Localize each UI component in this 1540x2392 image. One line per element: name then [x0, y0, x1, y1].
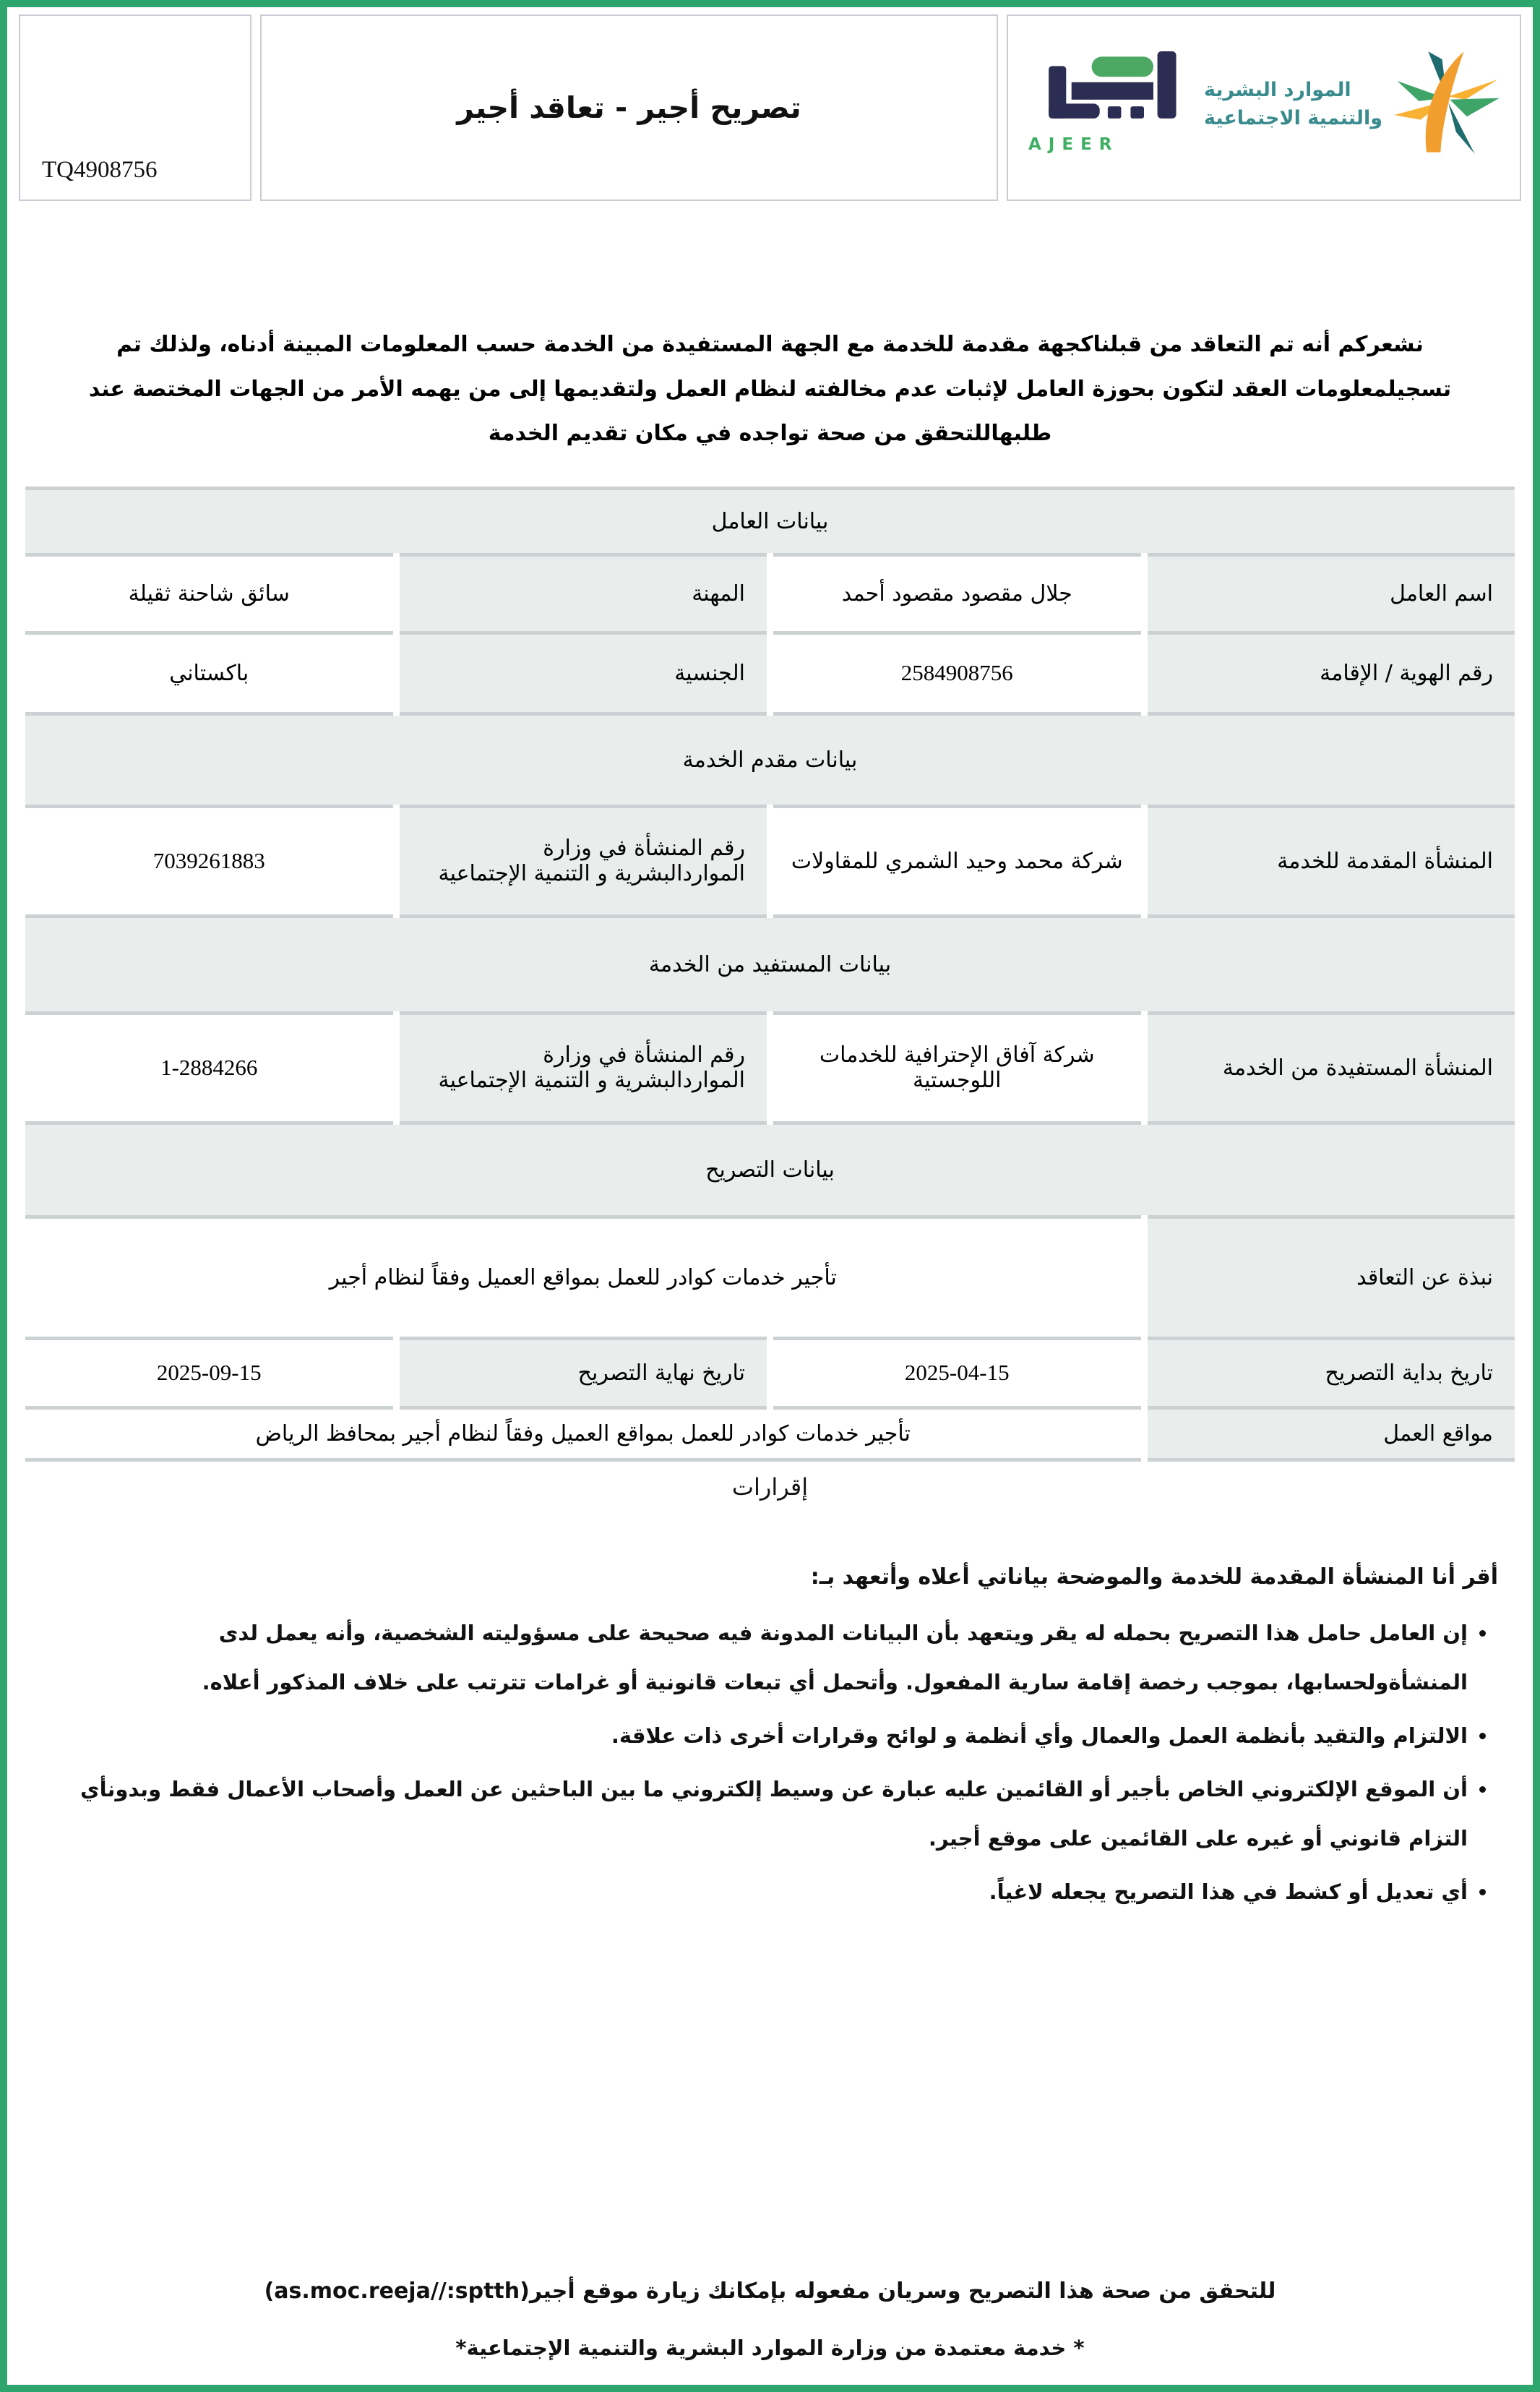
profession-label: المهنة [396, 554, 770, 633]
section-title-permit: بيانات التصريح [22, 1123, 1518, 1217]
ministry-emblem-icon [1393, 48, 1501, 160]
permit-data-table [19, 486, 1521, 1462]
table-row [22, 633, 1518, 713]
ministry-name-line2: والتنمية الاجتماعية [1203, 107, 1382, 129]
provider-value: شركة محمد وحيد الشمري للمقاولات [770, 806, 1145, 916]
start-date-label: تاريخ بداية التصريح [1144, 1338, 1518, 1407]
beneficiary-value: شركة آفاق الإحترافية للخدمات اللوجستية [770, 1013, 1145, 1123]
declaration-item: • الالتزام والتقيد بأنظمة العمل والعمال وأي أنظمة و لوائح وقرارات أخرى ذات علاقة. [58, 1711, 1468, 1760]
id-number-value: 2584908756 [770, 633, 1145, 713]
provider-number-value: 7039261883 [22, 806, 397, 916]
approved-service-note: * خدمة معتمدة من وزارة الموارد البشرية والتنمية الإجتماعية* [455, 2336, 1085, 2360]
section-title-provider: بيانات مقدم الخدمة [22, 713, 1518, 806]
intro-paragraph: نشعركم أنه تم التعاقد من قبلناكجهة مقدمة للخدمة مع الجهة المستفيدة من الخدمة حسب المعلومات المبينة أدناه، ولذلك تم تسجيلمعلومات العقد لتكون بحوزة العامل لإثبات عدم مخالفته لنظام العمل ولتقديمها إلى من يهمه الأمر من الجهات المختصة عند طلبهاللتحقق من صحة تواجده في مكان تقديم الخدمة [88, 332, 1452, 446]
table-row [22, 1217, 1518, 1338]
ajeer-logo-latin-text: AJEER [1028, 135, 1119, 154]
declaration-item: • أي تعديل أو كشط في هذا التصريح يجعله لاغياً. [58, 1867, 1468, 1916]
nationality-value: باكستاني [22, 633, 397, 713]
table-row [22, 806, 1518, 916]
contract-brief-value: تأجير خدمات كوادر للعمل بمواقع العميل وفقاً لنظام أجير [22, 1217, 1145, 1338]
table-row [22, 1338, 1518, 1407]
section-header-permit [22, 1123, 1518, 1217]
ajeer-logo [1027, 51, 1186, 154]
table-row [22, 1013, 1518, 1123]
empty-space [7, 1921, 1533, 2279]
beneficiary-number-value: 1-2884266 [22, 1013, 397, 1123]
nationality-label: الجنسية [396, 633, 770, 713]
section-header-worker [22, 488, 1518, 554]
id-number-label: رقم الهوية / الإقامة [1144, 633, 1518, 713]
title-cell [260, 14, 998, 201]
ajeer-website-url: (as.moc.reeja//:sptth) [264, 2279, 530, 2304]
permit-number-cell [19, 14, 251, 201]
section-title-worker: بيانات العامل [22, 488, 1518, 554]
table-row [22, 554, 1518, 633]
declaration-item: • أن الموقع الإلكتروني الخاص بأجير أو القائمين عليه عبارة عن وسيط إلكتروني ما بين الباحثين عن العمل وأصحاب الأعمال فقط وبدونأي التزام قانوني أو غيره على القائمين على موقع أجير. [58, 1765, 1468, 1863]
provider-number-label: رقم المنشأة في وزارة المواردالبشرية و التنمية الإجتماعية [396, 806, 770, 916]
declarations-intro: أقر أنا المنشأة المقدمة للخدمة والموضحة بياناتي أعلاه وأتعهد بـ: [810, 1564, 1498, 1590]
declarations-title: إقرارات [731, 1473, 809, 1501]
document-footer [7, 2279, 1533, 2360]
ministry-name-line1: الموارد البشرية [1203, 78, 1351, 101]
section-title-beneficiary: بيانات المستفيد من الخدمة [22, 916, 1518, 1013]
page-title: تصريح أجير - تعاقد أجير [457, 90, 801, 125]
ajeer-logo-icon [1027, 51, 1186, 129]
verification-note: للتحقق من صحة هذا التصريح وسريان مفعوله بإمكانك زيارة موقع أجير(as.moc.reeja//:sptth) [264, 2279, 1276, 2304]
work-locations-value: تأجير خدمات كوادر للعمل بمواقع العميل وفقاً لنظام أجير بمحافظ الرياض [22, 1407, 1145, 1459]
work-locations-label: مواقع العمل [1144, 1407, 1518, 1459]
worker-name-label: اسم العامل [1144, 554, 1518, 633]
worker-name-value: جلال مقصود مقصود أحمد [770, 554, 1145, 633]
start-date-value: 2025-04-15 [770, 1338, 1145, 1407]
section-header-beneficiary [22, 916, 1518, 1013]
ministry-logo-text [1204, 76, 1382, 132]
logos-cell [1007, 14, 1521, 201]
declarations-list [58, 1608, 1498, 1921]
document-header [19, 14, 1521, 201]
contract-brief-label: نبذة عن التعاقد [1144, 1217, 1518, 1338]
end-date-value: 2025-09-15 [22, 1338, 397, 1407]
end-date-label: تاريخ نهاية التصريح [396, 1338, 770, 1407]
declaration-item: • إن العامل حامل هذا التصريح بحمله له يقر ويتعهد بأن البيانات المدونة فيه صحيحة على مسؤوليته الشخصية، وأنه يعمل لدى المنشأةولحسابها، بموجب رخصة إقامة سارية المفعول. وأتحمل أي تبعات قانونية أو غرامات تترتب على خلاف المذكور أعلاه. [58, 1608, 1468, 1707]
profession-value: سائق شاحنة ثقيلة [22, 554, 397, 633]
permit-number: TQ4908756 [42, 157, 158, 183]
provider-label: المنشأة المقدمة للخدمة [1144, 806, 1518, 916]
ministry-logo [1204, 48, 1501, 160]
table-row [22, 1407, 1518, 1459]
beneficiary-label: المنشأة المستفيدة من الخدمة [1144, 1013, 1518, 1123]
beneficiary-number-label: رقم المنشأة في وزارة المواردالبشرية و التنمية الإجتماعية [396, 1013, 770, 1123]
section-header-provider [22, 713, 1518, 806]
